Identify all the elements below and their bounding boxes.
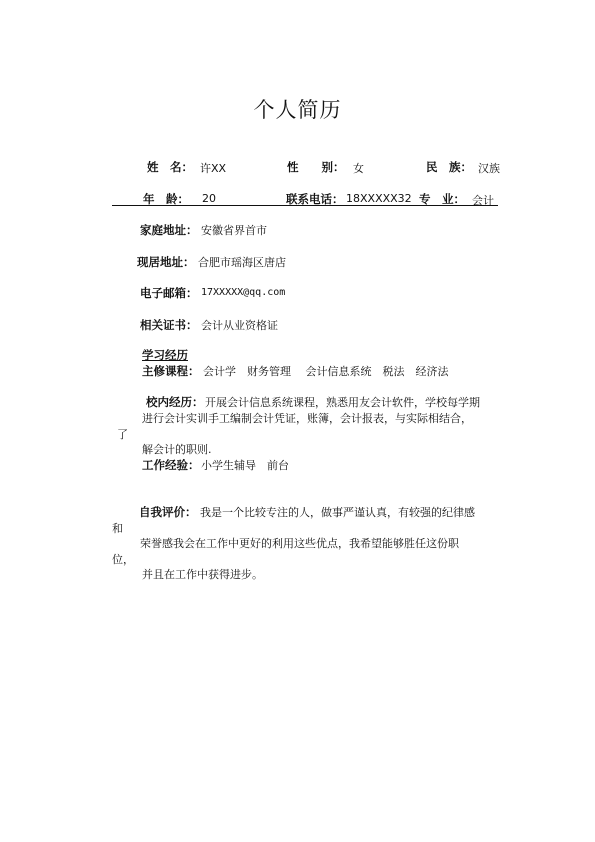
current-address-value: 合肥市瑶海区唐店 xyxy=(198,256,286,269)
self-eval-line-2: 荣誉感我会在工作中更好的利用这些优点，我希望能够胜任这份职 xyxy=(140,537,459,550)
campus-line-3: 解会计的职则. xyxy=(142,443,212,456)
gender-label: 性 别： xyxy=(287,160,345,174)
self-eval-label: 自我评价： xyxy=(139,505,197,519)
certificate-label: 相关证书： xyxy=(140,318,198,332)
age-value: 20 xyxy=(202,192,216,205)
campus-wrap: 了 xyxy=(117,428,128,441)
work-label: 工作经验： xyxy=(142,458,200,472)
name-value: 许XX xyxy=(200,162,227,175)
email-value: 17XXXXX@qq.com xyxy=(201,287,286,298)
self-eval-line-3: 并且在工作中获得进步。 xyxy=(142,568,263,581)
self-eval-wrap-1: 和 xyxy=(112,522,123,535)
home-address-label: 家庭地址： xyxy=(140,223,198,237)
self-eval-wrap-2: 位， xyxy=(112,553,134,566)
major-value: 会计 xyxy=(472,194,494,207)
work-value: 小学生辅导 前台 xyxy=(201,459,289,472)
certificate-value: 会计从业资格证 xyxy=(201,319,278,332)
page-title: 个人简历 xyxy=(253,98,342,122)
phone-label: 联系电话： xyxy=(286,192,344,206)
current-address-label: 现居地址： xyxy=(137,255,195,269)
campus-line-2: 进行会计实训手工编制会计凭证，账簿，会计报表，与实际相结合， xyxy=(142,412,472,425)
age-label: 年 龄： xyxy=(143,192,189,206)
gender-value: 女 xyxy=(353,162,364,175)
home-address-value: 安徽省界首市 xyxy=(201,224,267,237)
campus-line-1: 开展会计信息系统课程，熟悉用友会计软件，学校每学期 xyxy=(205,396,480,409)
phone-value: 18XXXXX32 xyxy=(346,192,412,205)
courses-label: 主修课程： xyxy=(142,364,200,378)
self-eval-line-1: 我是一个比较专注的人，做事严谨认真，有较强的纪律感 xyxy=(200,506,475,519)
campus-label: 校内经历： xyxy=(146,395,204,409)
email-label: 电子邮箱： xyxy=(140,286,198,300)
education-heading: 学习经历 xyxy=(142,348,188,362)
courses-value: 会计学 财务管理 会计信息系统 税法 经济法 xyxy=(203,365,449,378)
major-label: 专 业： xyxy=(419,192,465,206)
ethnicity-label: 民 族： xyxy=(426,160,472,174)
header-divider xyxy=(112,205,498,206)
ethnicity-value: 汉族 xyxy=(478,162,500,175)
name-label: 姓 名： xyxy=(147,160,193,174)
